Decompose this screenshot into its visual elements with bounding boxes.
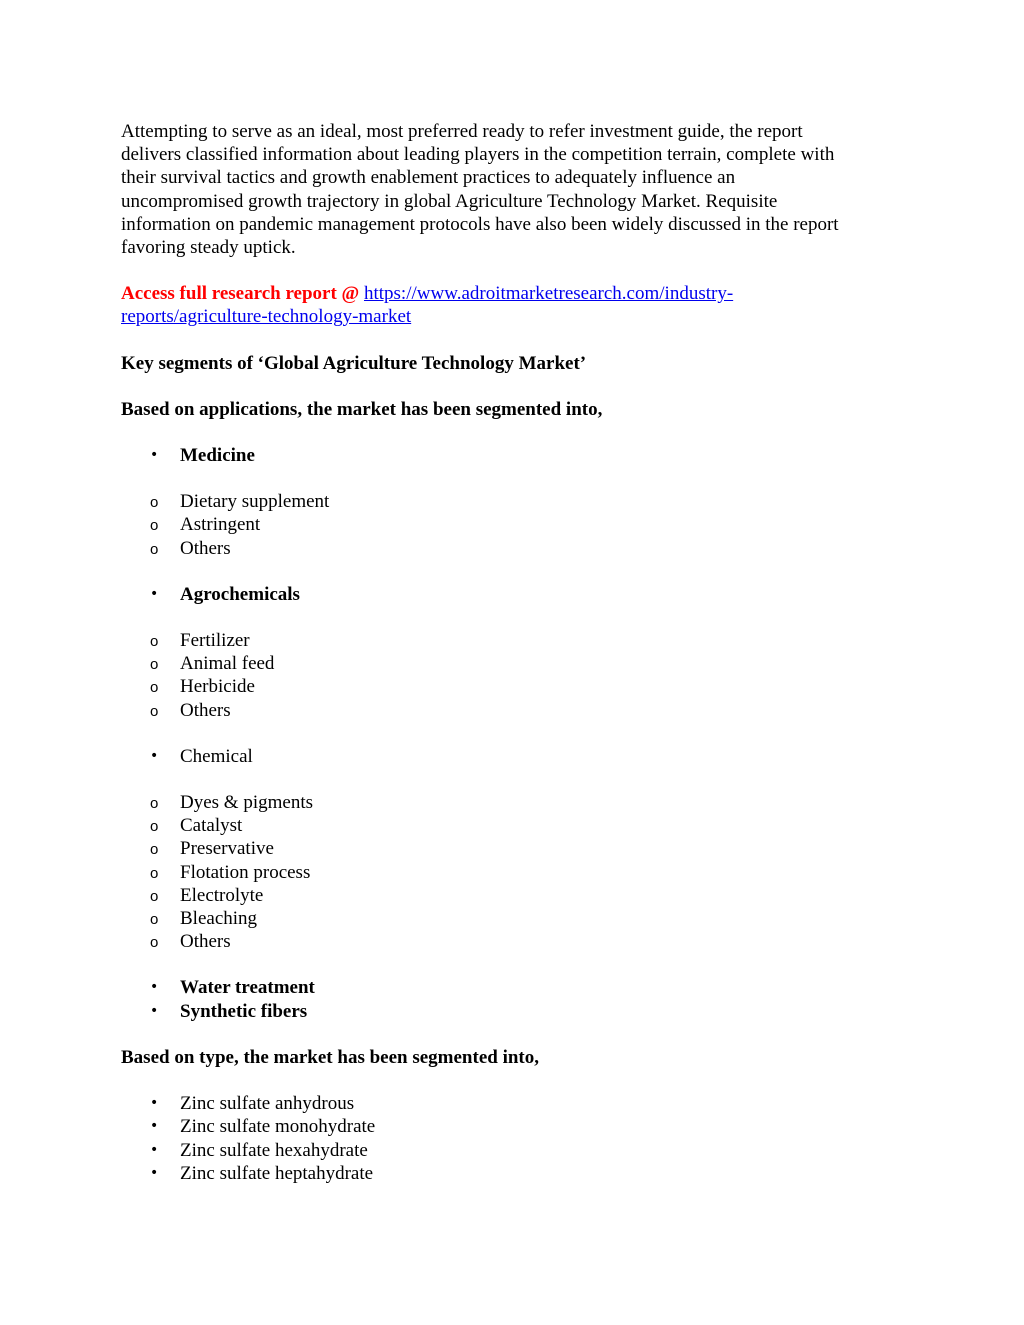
intro-line: favoring steady uptick. <box>121 237 296 259</box>
sub-list-item-label: Others <box>180 699 231 721</box>
list-item-type <box>121 1139 891 1162</box>
report-link-part-2[interactable]: reports/agriculture-technology-market <box>121 306 412 328</box>
list-item-water-treatment <box>121 976 891 999</box>
document-page <box>121 120 891 1208</box>
sub-list-item-label: Flotation process <box>180 861 311 883</box>
list-item-chemical <box>121 745 891 768</box>
sub-list-item-label: Animal feed <box>180 653 275 675</box>
sub-list-item-label: Electrolyte <box>180 884 264 906</box>
bullet-icon: • <box>150 1118 159 1135</box>
bullet-icon: • <box>150 747 159 764</box>
list-item-synthetic-fibers <box>121 1000 891 1023</box>
sub-list-item-label: Catalyst <box>180 815 243 837</box>
bullet-icon: • <box>150 585 159 602</box>
chemical-sublist <box>121 791 891 953</box>
sub-list-item-label: Preservative <box>180 838 274 860</box>
intro-line: their survival tactics and growth enablement practices to adequately influence an <box>121 167 736 189</box>
bullet-icon: • <box>150 1141 159 1158</box>
circle-bullet-icon: o <box>150 864 159 882</box>
sub-list-item <box>121 537 891 560</box>
key-segments-heading: Key segments of ‘Global Agriculture Technology Market’ <box>121 352 587 374</box>
intro-line: information on pandemic management protocols have also been widely discussed in the report <box>121 213 839 235</box>
list-item-label: Chemical <box>180 745 253 767</box>
sub-list-item <box>121 814 891 837</box>
sub-list-item <box>121 652 891 675</box>
intro-line: delivers classified information about leading players in the competition terrain, complete with <box>121 144 835 166</box>
circle-bullet-icon: o <box>150 633 159 651</box>
circle-bullet-icon: o <box>150 818 159 836</box>
bullet-icon: • <box>150 1002 159 1019</box>
sub-list-item <box>121 791 891 814</box>
bullet-icon: • <box>150 1095 159 1112</box>
sub-list-item-label: Others <box>180 537 231 559</box>
sub-list-item-label: Astringent <box>180 514 261 536</box>
access-report-paragraph <box>121 282 891 328</box>
intro-paragraph <box>121 120 891 259</box>
bullet-icon: • <box>150 447 159 464</box>
circle-bullet-icon: o <box>150 540 159 558</box>
circle-bullet-icon: o <box>150 887 159 905</box>
application-bullet-list <box>121 745 891 768</box>
application-bullet-list <box>121 583 891 606</box>
list-item-type <box>121 1092 891 1115</box>
sub-list-item <box>121 675 891 698</box>
bullet-icon: • <box>150 979 159 996</box>
list-item-label: Zinc sulfate heptahydrate <box>180 1162 374 1184</box>
application-tail-list <box>121 976 891 1022</box>
medicine-sublist <box>121 490 891 560</box>
sub-list-item-label: Herbicide <box>180 676 255 698</box>
list-item-label: Zinc sulfate anhydrous <box>180 1093 355 1115</box>
application-bullet-list <box>121 444 891 467</box>
circle-bullet-icon: o <box>150 841 159 859</box>
list-item-type <box>121 1162 891 1185</box>
circle-bullet-icon: o <box>150 934 159 952</box>
intro-line: uncompromised growth trajectory in global Agriculture Technology Market. Requisite <box>121 190 778 212</box>
applications-heading: Based on applications, the market has been segmented into, <box>121 398 603 420</box>
circle-bullet-icon: o <box>150 494 159 512</box>
circle-bullet-icon: o <box>150 911 159 929</box>
list-item-label: Water treatment <box>180 977 315 999</box>
list-item-label: Synthetic fibers <box>180 1000 308 1022</box>
sub-list-item-label: Dyes & pigments <box>180 792 313 814</box>
sub-list-item-label: Fertilizer <box>180 630 250 652</box>
type-bullet-list <box>121 1092 891 1185</box>
intro-line: Attempting to serve as an ideal, most preferred ready to refer investment guide, the report <box>121 121 803 142</box>
list-item-type <box>121 1115 891 1138</box>
sub-list-item <box>121 930 891 953</box>
sub-list-item <box>121 861 891 884</box>
circle-bullet-icon: o <box>150 517 159 535</box>
sub-list-item-label: Dietary supplement <box>180 491 330 513</box>
circle-bullet-icon: o <box>150 795 159 813</box>
sub-list-item-label: Others <box>180 931 231 953</box>
sub-list-item <box>121 490 891 513</box>
circle-bullet-icon: o <box>150 702 159 720</box>
sub-list-item <box>121 513 891 536</box>
access-label: Access full research report @ <box>121 283 360 305</box>
type-heading: Based on type, the market has been segmented into, <box>121 1046 539 1068</box>
list-item-label: Zinc sulfate monohydrate <box>180 1116 376 1138</box>
circle-bullet-icon: o <box>150 656 159 674</box>
list-item-medicine <box>121 444 891 467</box>
agrochemicals-sublist <box>121 629 891 722</box>
sub-list-item-label: Bleaching <box>180 908 258 930</box>
sub-list-item <box>121 699 891 722</box>
list-item-agrochemicals <box>121 583 891 606</box>
sub-list-item <box>121 837 891 860</box>
sub-list-item <box>121 884 891 907</box>
sub-list-item <box>121 907 891 930</box>
bullet-icon: • <box>150 1164 159 1181</box>
list-item-label: Agrochemicals <box>180 583 300 605</box>
list-item-label: Medicine <box>180 445 255 467</box>
circle-bullet-icon: o <box>150 679 159 697</box>
sub-list-item <box>121 629 891 652</box>
list-item-label: Zinc sulfate hexahydrate <box>180 1139 368 1161</box>
report-link-part-1[interactable]: https://www.adroitmarketresearch.com/industry- <box>363 283 734 305</box>
